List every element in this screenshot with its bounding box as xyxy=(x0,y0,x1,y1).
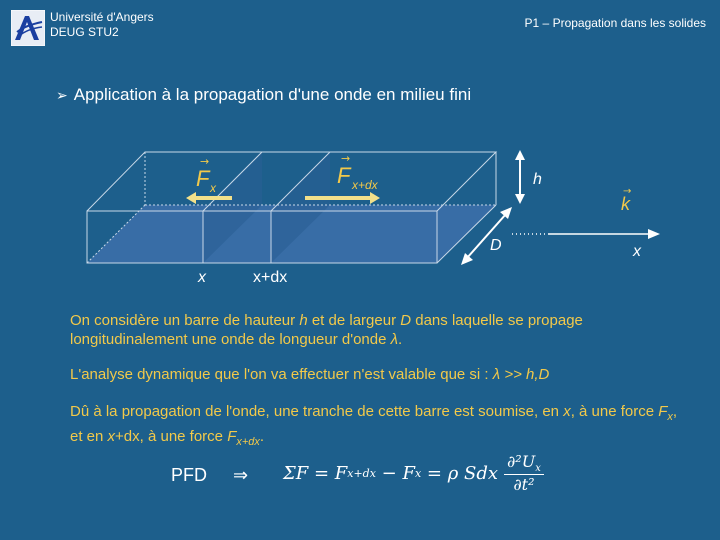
height-label: h xyxy=(533,171,542,188)
width-label: D xyxy=(490,237,502,254)
force-subscript: x xyxy=(414,466,422,480)
numerator-subscript: x xyxy=(535,463,541,475)
symbol-F: F xyxy=(227,428,237,445)
subscript: x xyxy=(667,411,673,423)
paragraph-forces xyxy=(70,402,690,452)
sdx-term: Sdx xyxy=(458,462,499,484)
heading-text: Application à la propagation d'une onde en milieu fini xyxy=(73,85,472,104)
propagation-axis-arrow xyxy=(548,229,660,239)
text-segment: et de largeur xyxy=(307,312,401,329)
derivative-numerator xyxy=(504,452,544,475)
wavevector-arrow: → xyxy=(623,186,632,197)
validity-condition: λ >> h,D xyxy=(492,366,550,383)
sum-force: ΣF xyxy=(283,462,309,484)
force-right-sub: x+dx xyxy=(352,178,378,192)
text-segment: On considère un barre de hauteur xyxy=(70,312,300,329)
position-xdx-label: x+dx xyxy=(253,269,288,286)
force-right-vector-arrow: → xyxy=(341,152,351,165)
text-segment: . xyxy=(398,331,403,348)
text-segment: . xyxy=(259,428,265,445)
university-name: Université d'Angers xyxy=(50,10,154,24)
rho-symbol: ρ xyxy=(447,462,459,484)
implies-symbol: ⇒ xyxy=(233,465,249,485)
symbol-D: D xyxy=(400,312,412,329)
subscript: x+dx xyxy=(236,436,260,448)
symbol-F: F xyxy=(658,403,668,420)
force-left-vector-arrow: → xyxy=(200,155,210,168)
text-segment: +dx, à une force xyxy=(115,428,228,445)
text-segment: , à une force xyxy=(570,403,659,420)
text-segment: , et en xyxy=(70,403,678,445)
position-x-label: x xyxy=(198,269,206,286)
derivative-denominator: ∂t² xyxy=(513,475,535,495)
wavevector-label: k xyxy=(621,194,630,214)
paragraph-bar-description xyxy=(70,311,690,349)
symbol-x: x xyxy=(107,428,116,445)
derivative-fraction xyxy=(504,452,544,494)
text-segment: L'analyse dynamique que l'on va effectuer n'est valable que si : xyxy=(70,366,493,383)
equals-sign: = xyxy=(308,462,335,484)
arrow-bullet-icon: ➢ xyxy=(56,87,68,103)
pfd-label: PFD xyxy=(171,465,207,485)
paragraph-validity-condition xyxy=(70,365,690,384)
symbol-h: h xyxy=(299,312,308,329)
pfd-equation xyxy=(283,452,544,494)
height-arrow xyxy=(515,150,525,204)
symbol-lambda: λ xyxy=(390,331,399,348)
force-right-label: F xyxy=(337,163,351,188)
axis-label: x xyxy=(633,243,641,260)
minus-sign: − xyxy=(375,462,403,484)
force-term: F xyxy=(334,462,348,484)
numerator-text: ∂²U xyxy=(507,452,536,471)
program-name: DEUG STU2 xyxy=(50,25,119,39)
force-term: F xyxy=(402,462,415,484)
text-segment: dans laquelle se propage longitudinalement une onde de longueur d'onde xyxy=(70,312,583,348)
force-subscript: x+dx xyxy=(347,466,376,480)
course-title: P1 – Propagation dans les solides xyxy=(524,16,706,30)
equals-sign: = xyxy=(421,462,448,484)
force-left-label: F xyxy=(196,166,210,191)
symbol-x: x xyxy=(563,403,571,420)
text-segment: Dû à la propagation de l'onde, une tranche de cette barre est soumise, en xyxy=(70,403,564,420)
force-left-sub: x xyxy=(210,181,216,195)
